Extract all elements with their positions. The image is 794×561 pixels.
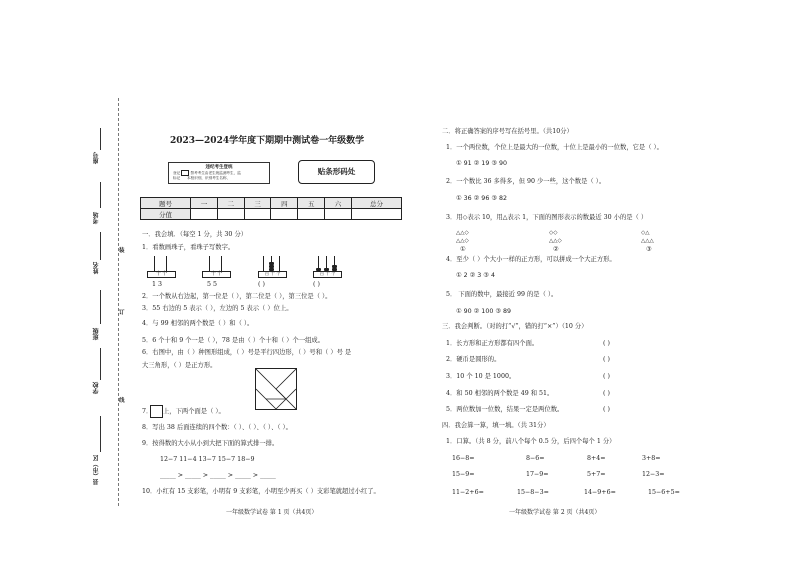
abacus-answer[interactable]: ( ) — [313, 281, 320, 288]
score-blank[interactable] — [298, 209, 325, 220]
question-number: 7． — [142, 408, 153, 415]
score-cell: 二 — [217, 198, 244, 209]
answer-bracket[interactable]: ( ) — [603, 356, 610, 363]
score-blank[interactable] — [244, 209, 271, 220]
score-cell: 四 — [271, 198, 298, 209]
binding-dashed-line — [118, 98, 119, 506]
option-mark: ① — [460, 246, 466, 253]
question-text: 1．看数画珠子，看珠子写数字。 — [142, 244, 235, 251]
abacus-value: 5 5 — [207, 281, 218, 288]
calc-item: 8−6= — [526, 455, 545, 462]
score-table-value-row — [141, 209, 402, 220]
answer-bracket[interactable]: ( ) — [603, 373, 610, 380]
binding-mark: 线 — [119, 398, 125, 404]
score-cell: 五 — [298, 198, 325, 209]
question-text: 5．6 个十和 9 个一是（ ），78 是由（ ）个十和（ ）个一组成。 — [142, 337, 325, 344]
answer-bracket[interactable]: ( ) — [603, 390, 610, 397]
binding-label-room: 考场 — [93, 212, 100, 224]
blank-line — [100, 182, 101, 208]
judgement-item: 1．长方形和正方形都有四个面。 — [446, 340, 539, 347]
options: ① 2 ② 3 ③ 4 — [456, 272, 495, 279]
notice-body: 登记 禁考考生由老生统监测考生，监 标记 本校识别，识别考生名称、 — [173, 171, 241, 180]
question-text: 1．一个两位数，个位上是最大的一位数，十位上是最小的一位数，它是（ ）。 — [446, 144, 663, 151]
binding-label-class: 班级 — [93, 328, 100, 340]
blank-line — [100, 232, 101, 260]
footer-left: 一年级数学试卷 第 1 页（共4页） — [226, 509, 318, 516]
score-cell: 六 — [325, 198, 352, 209]
sub-heading: 1．口算。（共 8 分，前八个每个 0.5 分，后四个每个 1 分） — [446, 438, 616, 445]
binding-label-seat: 座号 — [93, 152, 100, 164]
answer-bracket[interactable]: ( ) — [603, 406, 610, 413]
blank-line — [100, 348, 101, 380]
binding-mark: 装 — [119, 248, 125, 254]
judgement-item: 3．10 个 10 是 1000。 — [446, 373, 516, 380]
calc-item: 17−9= — [526, 471, 549, 478]
blank-line — [100, 416, 101, 452]
question-text: 3．用◇表示 10，用△表示 1，下面的图形表示的数最近 30 小的是（ ） — [446, 214, 648, 221]
cube-box — [150, 405, 163, 418]
score-table-header-row — [141, 198, 402, 209]
question-text: 2．一个数比 36 多得多，但 90 少一些，这个数是（ ）。 — [446, 178, 606, 185]
option-mark: ② — [553, 246, 559, 253]
calc-item: 8+4= — [587, 455, 606, 462]
abacus-value: 1 3 — [152, 281, 163, 288]
shape-group: △△◇ — [456, 230, 469, 236]
calc-item: 16−8= — [452, 455, 475, 462]
calc-item: 12−3= — [642, 471, 665, 478]
judgement-item: 5．两位数加一位数，结果一定是两位数。 — [446, 406, 564, 413]
judgement-item: 2．硬币是圆形的。 — [446, 356, 501, 363]
shape-group: ◇◇ — [549, 230, 558, 236]
judgement-item: 4．和 50 相邻的两个数是 49 和 51。 — [446, 390, 554, 397]
score-cell: 题号 — [141, 198, 191, 209]
question-text: 3．55 右边的 5 表示（ ），左边的 5 表示（ ）位上。 — [142, 305, 293, 312]
question-text: 6．右图中，由（ ）种图形组成，（ ）号是平行四边形，（ ）号和（ ）号 是 — [142, 349, 352, 356]
abacus-3: 百 十 个 — [258, 253, 286, 278]
score-blank[interactable] — [325, 209, 352, 220]
score-table — [140, 197, 402, 220]
score-row-label: 分值 — [141, 209, 191, 220]
question-text: 4．至少（ ）个大小一样的正方形，可以拼成一个大正方形。 — [446, 256, 616, 263]
answer-bracket[interactable]: ( ) — [603, 340, 610, 347]
calc-item: 3+8= — [642, 455, 661, 462]
score-blank[interactable] — [271, 209, 298, 220]
question-text: 8．写出 38 后面连续的四个数：（ ）、（ ）、（ ）、（ ）。 — [142, 424, 292, 431]
calc-item: 15−9= — [452, 471, 475, 478]
options: ① 91 ② 19 ③ 90 — [456, 160, 507, 167]
order-blanks[interactable]: _____ > _____ > _____ > _____ > _____ — [160, 472, 276, 479]
violation-notice-box — [168, 162, 270, 184]
section3-heading: 三．我会判断。（对的打“√”，错的打“×”）（10 分） — [442, 323, 588, 330]
options: ① 90 ② 100 ③ 89 — [456, 308, 511, 315]
calc-item: 5+7= — [587, 471, 606, 478]
blank-line — [100, 290, 101, 324]
notice-title: 违纪考生登统 — [205, 165, 233, 170]
page-title: 2023—2024学年度下期期中测试卷一年级数学 — [170, 136, 365, 146]
question-text: 4．与 99 相邻的两个数是（ ）和（ ）。 — [142, 320, 254, 327]
binding-label-name: 姓名 — [93, 262, 100, 274]
abacus-1: 十 个 — [147, 253, 175, 278]
calc-item: 15−6+5= — [648, 489, 680, 496]
tangram-drawing — [256, 369, 296, 409]
question-text: 10．小红有 15 支彩笔，小明有 9 支彩笔，小明至少再买（ ）支彩笔就超过小红了。 — [142, 488, 380, 495]
section4-heading: 四．我会算一算，填一填。（共 31分） — [442, 422, 550, 429]
score-blank[interactable] — [191, 209, 218, 220]
abacus-2: 十 个 — [202, 253, 230, 278]
score-blank[interactable] — [217, 209, 244, 220]
question-text: 大三角形，（ ）是正方形。 — [142, 362, 217, 369]
question-text: 5． 下面的数中，最接近 99 的是（ ）。 — [446, 291, 558, 298]
section1-heading: 一．我会填．（每空 1 分，共 30 分） — [142, 231, 248, 238]
binding-label-school: 学校 — [93, 382, 100, 394]
options: ① 36 ② 96 ③ 82 — [456, 195, 507, 202]
section2-heading: 二．将正确答案的序号写在括号里。（共10分） — [442, 128, 573, 135]
calc-item: 14−9+6= — [584, 489, 616, 496]
expressions: 12−7 11−4 13−7 15−7 18−9 — [160, 456, 255, 463]
question-text: 9．按得数的大小从小到大把下面的算式排一排。 — [142, 440, 279, 447]
score-cell: 一 — [191, 198, 218, 209]
abacus-answer[interactable]: ( ) — [258, 281, 265, 288]
calc-item: 11−2+6= — [452, 489, 484, 496]
exam-sheet: 座号 考场 姓名 班级 学校 县（市）区 装 订 线 2023—2024学年度下期期中测试卷一年级数学 违纪考生登统 登记 禁考考生由老生统监测考生，监 标记 本校识别，识别考生名称、 贴条形码处 题号 一 二 三 四 五 六 总分 分值 一．我会填．（每空 1 分，共 30 分） 1．看数画珠子，看珠子写数字。 十 个 十 个 百 十 个 百 十 个 1 3 5 5 ( ) ( ) 2．一个数从右边起，第一位是（ ），第二位是（ ），第三位是（ ）。 3．55 右边的 5 表示（ ），左边的 5 表示（ ）位上。 4．与 99 相邻的两个数是（ ）和（ ）。 5．6 个十和 9 个一是（ ），78 是由（ ）个十和（ ）个一组成。 6．右图中，由（ ）种图形组成，（ ）号是平行四边形，（ ）号和（ ）号 是 大三角形，（ ）是正方形。 7． 上，下两个面是（ ）。 8．写出 38 后面连续的四个数：（ ）、（ ）、（ ）、（ ）。 9．按得数的大小从小到大把下面的算式排一排。 12−7 11−4 13−7 15−7 18−9 _____ > _____ > _____ > _____ > _____ 10．小红有 15 支彩笔，小明有 9 支彩笔，小明至少再买（ ）支彩笔就超过小红了。 一年级数学试卷 第 1 页（共4页） 二．将正确答案的序号写在括号里。（共10分） 1．一个两位数，个位上是最大的一位数，十位上是最小的一位数，它是（ ）。 ① 91 ② 19 ③ 90 2．一个数比 36 多得多，但 90 少一些，这个数是（ ）。 ① 36 ② 96 ③ 82 3．用◇表示 10，用△表示 1，下面的图形表示的数最近 30 小的是（ ） △△◇ ◇◇ ◇△ △△◇ △△◇ △△△ ① ② ③ 4．至少（ ）个大小一样的正方形，可以拼成一个大正方形。 ① 2 ② 3 ③ 4 5． 下面的数中，最接近 99 的是（ ）。 ① 90 ② 100 ③ 89 三．我会判断。（对的打“√”，错的打“×”）（10 分） 1．长方形和正方形都有四个面。 2．硬币是圆形的。 3．10 个 10 是 1000。 4．和 50 相邻的两个数是 49 和 51。 5．两位数加一位数，结果一定是两位数。 ( ) ( ) ( ) ( ) ( ) 四．我会算一算，填一填。（共 31分） 1．口算。（共 8 分，前八个每个 0.5 分，后四个每个 1 分） 16−8= 8−6= 8+4= 3+8= 15−9= 17−9= 5+7= 12−3= 11−2+6= 15−8−3= 14−9+6= 15−6+5= 一年级数学试卷 第 2 页（共4页） — [0, 0, 794, 561]
question-text: 2．一个数从右边起，第一位是（ ），第二位是（ ），第三位是（ ）。 — [142, 293, 332, 300]
abacus-4: 百 十 个 — [313, 253, 341, 278]
shape-group: ◇△ — [641, 230, 650, 236]
score-cell: 三 — [244, 198, 271, 209]
tangram-figure — [255, 368, 297, 410]
option-mark: ③ — [646, 246, 652, 253]
barcode-area: 贴条形码处 — [298, 160, 375, 184]
calc-item: 15−8−3= — [517, 489, 549, 496]
score-blank[interactable] — [351, 209, 401, 220]
question-text: 上，下两个面是（ ）。 — [163, 408, 225, 415]
binding-label-district: 县（市）区 — [93, 455, 100, 485]
footer-right: 一年级数学试卷 第 2 页（共4页） — [509, 509, 601, 516]
binding-mark: 订 — [119, 310, 125, 316]
blank-line — [100, 128, 101, 150]
score-cell: 总分 — [351, 198, 401, 209]
